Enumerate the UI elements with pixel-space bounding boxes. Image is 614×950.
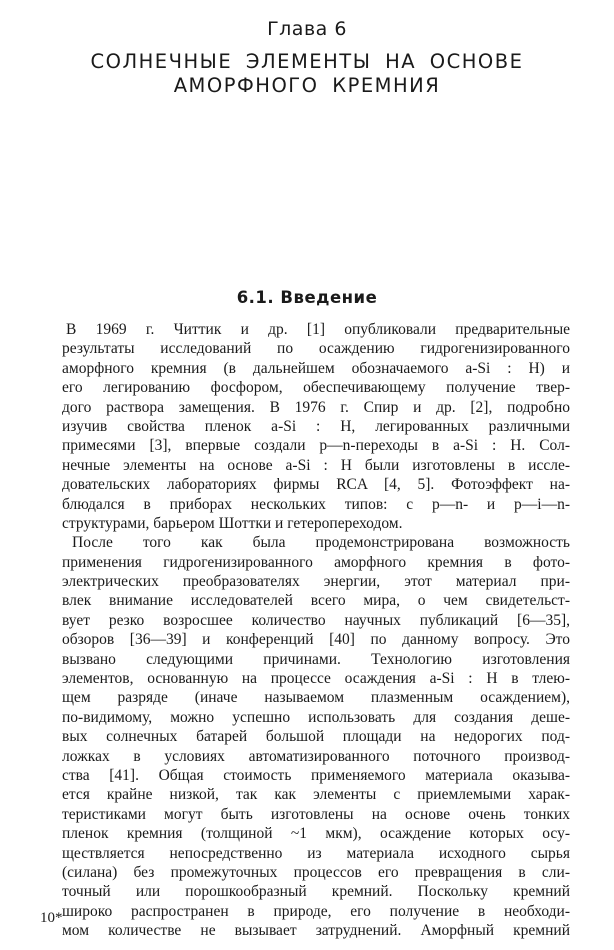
text-line: щем разряде (иначе называемом плазменным осаждением), xyxy=(62,689,570,707)
text-line: пленок кремния (толщиной ~1 мкм), осаждение которых осу- xyxy=(62,825,570,843)
chapter-title xyxy=(0,50,614,98)
text-line: вует резко возросшее количество научных публикаций [6—35], xyxy=(62,611,570,629)
text-line: ства [41]. Общая стоимость применяемого материала оказыва- xyxy=(62,766,570,784)
text-line: электрических преобразователях энергии, этот материал при- xyxy=(62,573,570,591)
page-number: 10* xyxy=(40,910,63,926)
text-line: дого раствора замещения. В 1976 г. Спир и др. [2], подробно xyxy=(62,398,570,416)
text-line: по-видимому, можно успешно использовать для создания деше- xyxy=(62,708,570,726)
text-line: широко распространен в природе, его получение в необходи- xyxy=(62,902,570,920)
body-text xyxy=(62,320,570,941)
text-line: блюдался в приборах нескольких типов: с p—n- и p—i—n- xyxy=(62,495,570,513)
text-line: примесями [3], впервые создали p—n-переходы в a-Si : H. Сол- xyxy=(62,437,570,455)
text-line: мом количестве не вызывает затруднений. Аморфный кремний xyxy=(62,922,570,940)
text-line: ложках в условиях автоматизированного поточного производ- xyxy=(62,747,570,765)
text-line: элементов, основанную на процессе осаждения a-Si : H в тлею- xyxy=(62,670,570,688)
text-line: результаты исследований по осаждению гидрогенизированного xyxy=(62,340,570,358)
text-line: его легированию фосфором, обеспечивающему получение твер- xyxy=(62,379,570,397)
text-line: теристиками могут быть изготовлены на основе очень тонких xyxy=(62,805,570,823)
text-line: В 1969 г. Читтик и др. [1] опубликовали предварительные xyxy=(66,321,570,338)
text-line: (силана) без промежуточных процессов его превращения в сли- xyxy=(62,863,570,881)
chapter-title-line: АМОРФНОГО КРЕМНИЯ xyxy=(173,74,441,97)
text-line: структурами, барьером Шоттки и гетеропереходом. xyxy=(62,514,403,532)
chapter-number: Глава 6 xyxy=(267,18,347,40)
text-line: вызвано следующими причинами. Технологию изготовления xyxy=(62,650,570,668)
text-line: влек внимание исследователей всего мира, о чем свидетельст- xyxy=(62,592,570,610)
text-line: После того как была продемонстрирована возможность xyxy=(72,534,570,552)
text-line: ществляется непосредственно из материала исходного сырья xyxy=(62,844,570,862)
text-line: применения гидрогенизированного аморфного кремния в фото- xyxy=(62,553,570,571)
section-heading: 6.1. Введение xyxy=(236,288,378,307)
text-line: вых солнечных батарей большой площади на недорогих под- xyxy=(62,728,570,746)
text-line: обзоров [36—39] и конференций [40] по данному вопросу. Это xyxy=(62,631,570,649)
text-line: нечные элементы на основе a-Si : H были изготовлены в иссле- xyxy=(62,456,570,474)
text-line: изучив свойства пленок a-Si : H, легированных различными xyxy=(62,417,570,435)
text-line: ется крайне низкой, так как элементы с приемлемыми харак- xyxy=(62,786,570,804)
text-line: точный или порошкообразный кремний. Поскольку кремний xyxy=(62,883,570,901)
chapter-title-line: СОЛНЕЧНЫЕ ЭЛЕМЕНТЫ НА ОСНОВЕ xyxy=(90,50,524,73)
text-line: аморфного кремния (в дальнейшем обозначаемого a-Si : H) и xyxy=(62,359,570,377)
text-line: довательских лабораториях фирмы RCA [4, 5]. Фотоэффект на- xyxy=(62,476,570,494)
